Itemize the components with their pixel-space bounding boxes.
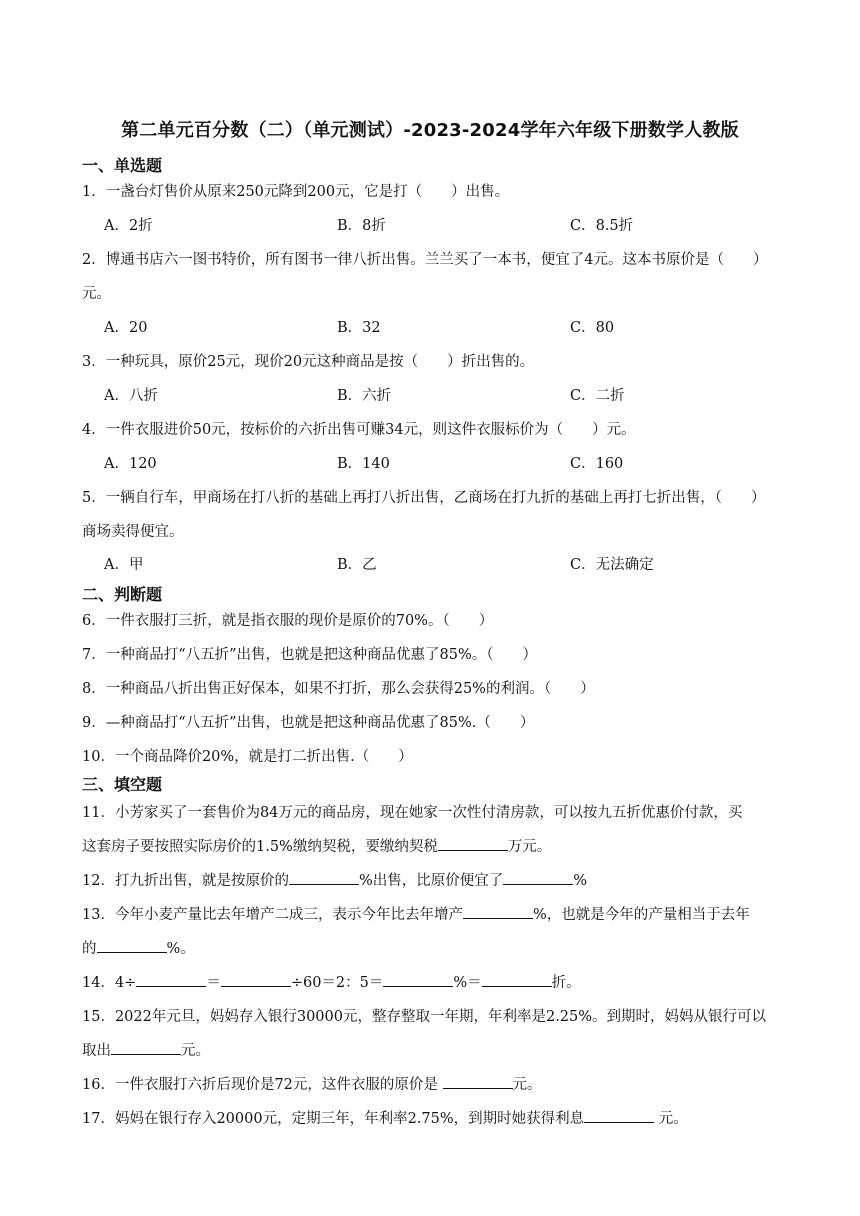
q14-text: 折。 [551,975,581,991]
answer-blank[interactable] [584,1108,654,1123]
question-1: 1．一盏台灯售价从原来250元降到200元，它是打（ ）出售。 [82,184,510,200]
q14-text: %＝ [453,975,482,991]
q17-text: 17．妈妈在银行存入20000元，定期三年，年利率2.75%，到期时她获得利息 [82,1111,585,1127]
question-15-line-1: 15．2022年元旦，妈妈存入银行30000元，整存整取一年期，年利率是2.25%。到期时，妈妈从银行可以 [82,1009,767,1025]
q12-text: % [573,873,588,889]
question-2-line-2: 元。 [82,286,111,302]
question-6: 6．一件衣服打三折，就是指衣服的现价是原价的70%。（ ） [82,613,494,629]
answer-blank[interactable] [482,972,552,987]
q14-text: ÷60＝2：5＝ [290,975,384,991]
question-5-line-2: 商场卖得便宜。 [82,524,184,540]
q3-option-a: A．八折 [104,388,158,404]
question-11-line-2 [82,835,551,856]
q1-option-b: B．8折 [337,218,386,234]
q2-option-c: C．80 [570,320,615,336]
question-9: 9．—种商品打“八五折”出售，也就是把这种商品优惠了85%.（ ） [82,715,535,731]
q17-text: 元。 [654,1111,688,1127]
q13-text: 13．今年小麦产量比去年增产二成三，表示今年比去年增产 [82,907,463,923]
answer-blank[interactable] [443,1074,513,1089]
question-5-line-1: 5．一辆自行车，甲商场在打八折的基础上再打八折出售，乙商场在打九折的基础上再打七折出售，（ ） [82,490,766,506]
q16-text: 16．一件衣服打六折后现价是72元，这件衣服的原价是 [82,1077,443,1093]
q1-option-c: C．8.5折 [570,218,634,234]
q13-text: %，也就是今年的产量相当于去年 [532,907,750,923]
question-14 [82,971,581,992]
answer-blank[interactable] [136,972,206,987]
q5-option-b: B．乙 [337,557,377,573]
question-7: 7．一种商品打“八五折”出售，也就是把这种商品优惠了85%。（ ） [82,647,538,663]
question-11-line-1: 11．小芳家买了一套售价为84万元的商品房，现在她家一次性付清房款，可以按九五折优惠价付款，买 [82,805,743,821]
q14-text: 14．4÷ [82,975,137,991]
q15-text: 取出 [82,1043,111,1059]
question-2-line-1: 2．博通书店六一图书特价，所有图书一律八折出售。兰兰买了一本书，便宜了4元。这本书原价是（ ） [82,252,768,268]
answer-blank[interactable] [438,836,508,851]
section-heading-fill-blank: 三、填空题 [82,775,163,794]
question-12 [82,869,587,890]
q4-option-a: A．120 [104,456,157,472]
section-heading-true-false: 二、判断题 [82,585,163,604]
q11-text: 这套房子要按照实际房价的1.5%缴纳契税，要缴纳契税 [82,839,438,855]
answer-blank[interactable] [503,870,573,885]
page-title: 第二单元百分数（二）（单元测试）-2023-2024学年六年级下册数学人教版 [121,120,739,141]
question-15-line-2 [82,1039,210,1060]
q3-option-b: B．六折 [337,388,392,404]
q13-text: %。 [166,941,195,957]
q13-text: 的 [82,941,97,957]
q11-unit: 万元。 [507,839,552,855]
question-13-line-1 [82,903,750,924]
q12-text: %出售，比原价便宜了 [358,873,504,889]
q12-text: 12．打九折出售，就是按原价的 [82,873,289,889]
answer-blank[interactable] [289,870,359,885]
answer-blank[interactable] [111,1040,181,1055]
q5-option-c: C．无法确定 [570,557,654,573]
q1-option-a: A．2折 [104,218,153,234]
question-16 [82,1073,542,1094]
question-8: 8．一种商品八折出售正好保本，如果不打折，那么会获得25%的利润。（ ） [82,681,595,697]
q5-option-a: A．甲 [104,557,144,573]
answer-blank[interactable] [221,972,291,987]
q2-option-b: B．32 [337,320,381,336]
q4-option-b: B．140 [337,456,390,472]
answer-blank[interactable] [97,938,167,953]
question-4: 4．一件衣服进价50元，按标价的六折出售可赚34元，则这件衣服标价为（ ）元。 [82,422,636,438]
q14-text: ＝ [206,975,221,991]
answer-blank[interactable] [463,904,533,919]
q4-option-c: C．160 [570,456,624,472]
answer-blank[interactable] [383,972,453,987]
section-heading-single-choice: 一、单选题 [82,156,163,175]
question-3: 3．一种玩具，原价25元，现价20元这种商品是按（ ）折出售的。 [82,354,535,370]
q16-text: 元。 [512,1077,542,1093]
q3-option-c: C．二折 [570,388,625,404]
q15-text: 元。 [181,1043,210,1059]
question-17 [82,1107,688,1128]
q2-option-a: A．20 [104,320,148,336]
question-13-line-2 [82,937,195,958]
question-10: 10．一个商品降价20%，就是打二折出售.（ ） [82,749,413,765]
